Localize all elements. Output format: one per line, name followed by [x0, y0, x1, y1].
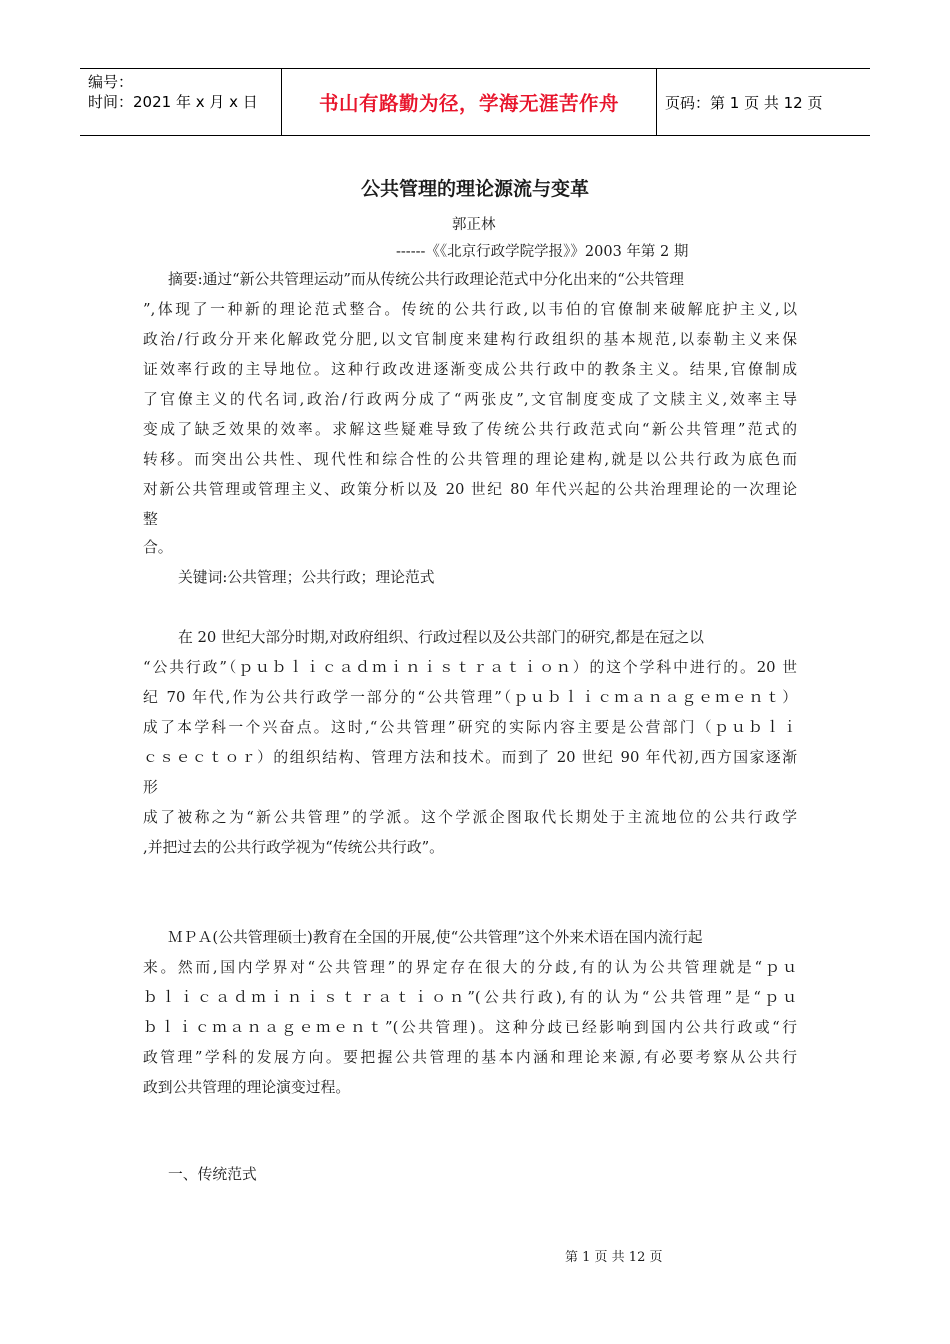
body-line: 成了本学科一个兴奋点。这时,“公共管理”研究的实际内容主要是公营部门（ｐｕｂｌｉ — [143, 719, 797, 736]
abstract-line: 证效率行政的主导地位。这种行政改进逐渐变成公共行政中的教条主义。结果,官僚制成 — [143, 361, 797, 378]
header-motto: 书山有路勤为径，学海无涯苦作舟 — [318, 92, 619, 115]
body-line: 来。然而,国内学界对“公共管理”的界定存在很大的分歧,有的认为公共管理就是“ｐｕ — [143, 959, 797, 976]
abstract-line: 转移。而突出公共性、现代性和综合性的公共管理的理论建构,就是以公共行政为底色而 — [143, 451, 797, 468]
header-meta-cell — [80, 69, 282, 135]
abstract-line: 摘要:通过“新公共管理运动”而从传统公共行政理论范式中分化出来的“公共管理 — [168, 271, 684, 288]
body-line: 纪 70 年代,作为公共行政学一部分的“公共管理”（ｐｕｂｌｉｃｍａｎａｇｅｍｅｎｔ） — [143, 689, 797, 706]
body-line: 政到公共管理的理论演变过程。 — [143, 1079, 351, 1096]
document-time-label: 时间：2021 年 x 月 x 日 — [88, 93, 258, 111]
article-author: 郭正林 — [452, 217, 496, 233]
body-line: 形 — [143, 779, 158, 796]
header-motto-cell — [282, 69, 657, 135]
header-table — [80, 68, 870, 136]
body-line: ＭＰＡ(公共管理硕士)教育在全国的开展,使“公共管理”这个外来术语在国内流行起 — [168, 929, 703, 946]
body-line: 成了被称之为“新公共管理”的学派。这个学派企图取代长期处于主流地位的公共行政学 — [143, 809, 797, 826]
body-line: ｃｓｅｃｔｏｒ）的组织结构、管理方法和技术。而到了 20 世纪 90 年代初,西方国家逐渐 — [143, 749, 797, 766]
document-number-label: 编号： — [88, 73, 134, 91]
section-heading: 一、传统范式 — [168, 1166, 257, 1183]
article-source: ------《《北京行政学院学报》》2003 年第 2 期 — [396, 244, 689, 260]
body-line: ,并把过去的公共行政学视为“传统公共行政”。 — [143, 839, 444, 856]
body-line: 政管理”学科的发展方向。要把握公共管理的基本内涵和理论来源,有必要考察从公共行 — [143, 1049, 797, 1066]
abstract-line: ”,体现了一种新的理论范式整合。传统的公共行政,以韦伯的官僚制来破解庇护主义,以 — [143, 301, 797, 318]
body-line: 在 20 世纪大部分时期,对政府组织、行政过程以及公共部门的研究,都是在冠之以 — [178, 629, 704, 646]
body-line: ｂｌｉｃａｄｍｉｎｉｓｔｒａｔｉｏｎ”(公共行政),有的认为“公共管理”是“ｐｕ — [143, 989, 797, 1006]
header-page-cell — [657, 69, 870, 135]
abstract-line: 变成了缺乏效果的效率。求解这些疑难导致了传统公共行政范式向“新公共管理”范式的 — [143, 421, 797, 438]
abstract-line: 整 — [143, 511, 158, 528]
keywords: 关键词:公共管理；公共行政；理论范式 — [178, 569, 435, 586]
abstract-line: 政治/行政分开来化解政党分肥,以文官制度来建构行政组织的基本规范,以泰勒主义来保 — [143, 331, 797, 348]
abstract-line: 对新公共管理或管理主义、政策分析以及 20 世纪 80 年代兴起的公共治理理论的一次理论 — [143, 481, 797, 498]
abstract-line: 了官僚主义的代名词,政治/行政两分成了“两张皮”,文官制度变成了文牍主义,效率主导 — [143, 391, 797, 408]
abstract-line: 合。 — [143, 539, 173, 556]
article-title: 公共管理的理论源流与变革 — [360, 178, 589, 200]
body-line: “公共行政”（ｐｕｂｌｉｃａｄｍｉｎｉｓｔｒａｔｉｏｎ）的这个学科中进行的。20 世 — [143, 659, 797, 676]
header-page-number: 页码：第 1 页 共 12 页 — [665, 93, 823, 112]
page-footer: 第 1 页 共 12 页 — [565, 1250, 663, 1265]
body-line: ｂｌｉｃｍａｎａｇｅｍｅｎｔ”(公共管理)。这种分歧已经影响到国内公共行政或“行 — [143, 1019, 797, 1036]
